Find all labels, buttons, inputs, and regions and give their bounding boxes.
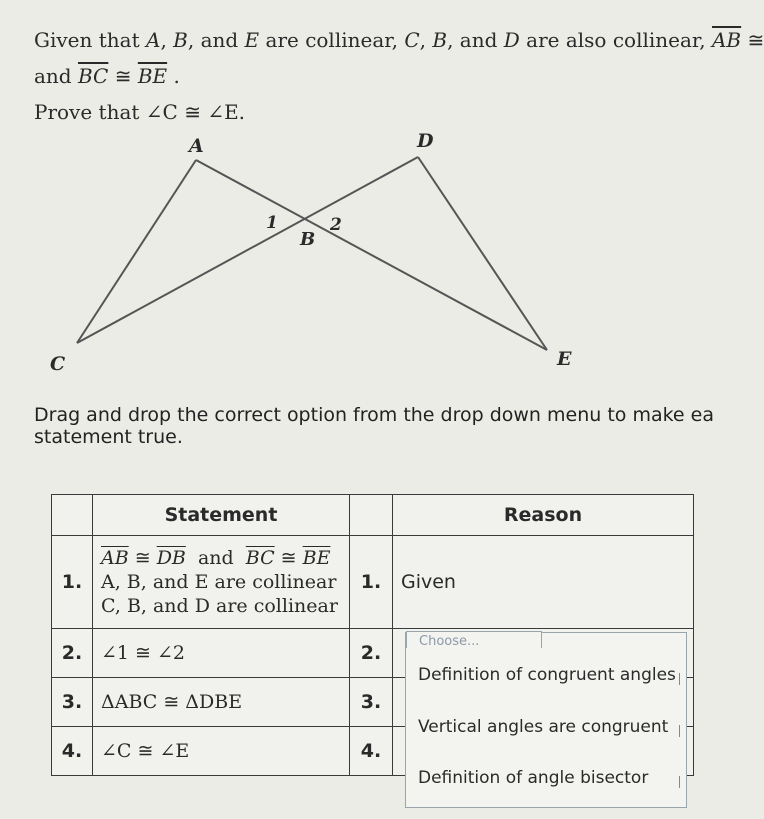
- text: Given that: [34, 28, 146, 52]
- segment-ae: [196, 160, 547, 350]
- text: A: [145, 28, 161, 52]
- text: B: [173, 28, 188, 52]
- angle-label-2: 2: [330, 215, 342, 235]
- statement-line: C, B, and D are collinear: [101, 595, 338, 617]
- segment: $\overline{BC}$: [77, 64, 109, 88]
- row-number: 1.: [52, 536, 93, 629]
- statement-cell: ∠C ≅ ∠E: [93, 727, 350, 776]
- row-number: 3.: [52, 678, 93, 727]
- text: ≅: [108, 64, 138, 88]
- label-b: B: [300, 229, 316, 250]
- drag-handle-icon[interactable]: [679, 776, 690, 788]
- text: are collinear,: [259, 28, 405, 52]
- label-d: D: [417, 130, 434, 152]
- text: ≅: [128, 547, 157, 569]
- label-e: E: [557, 348, 572, 370]
- reason-cell: Given: [393, 536, 694, 629]
- text: C: [404, 28, 420, 52]
- table-row: [52, 536, 694, 629]
- drag-handle-icon[interactable]: [679, 673, 690, 685]
- statement-cell: ∠1 ≅ ∠2: [93, 629, 350, 678]
- drag-handle-icon[interactable]: [679, 725, 690, 737]
- text: D: [503, 28, 520, 52]
- row-number: 4.: [52, 727, 93, 776]
- label-a: A: [189, 135, 204, 157]
- reason-number: 2.: [350, 629, 393, 678]
- text: , and: [187, 28, 245, 52]
- statement-line: [101, 546, 341, 570]
- segment-de: [418, 157, 547, 350]
- header-statement: Statement: [93, 495, 350, 536]
- geometry-figure: [0, 115, 716, 395]
- instructions-text: Drag and drop the correct option from the drop down menu to make ea statement true.: [34, 404, 714, 448]
- text: and: [185, 547, 246, 569]
- segment: $\overline{BE}$: [302, 547, 331, 569]
- instructions: [34, 404, 734, 448]
- segment-ac: [77, 160, 196, 343]
- header-reason: Reason: [393, 495, 694, 536]
- text: and: [34, 64, 78, 88]
- row-number: 2.: [52, 629, 93, 678]
- header-blank-2: [350, 495, 393, 536]
- dropdown-option[interactable]: Vertical angles are congruent: [418, 717, 669, 737]
- problem-line-1: [34, 22, 764, 58]
- problem-line-3: Prove that ∠C ≅ ∠E.: [34, 100, 246, 124]
- statement-cell: [93, 536, 350, 629]
- label-c: C: [50, 353, 66, 375]
- dropdown-option[interactable]: Definition of angle bisector: [418, 768, 649, 788]
- segment: $\overline{DB}$: [156, 547, 186, 569]
- statement-line: A, B, and E are collinear: [101, 571, 337, 593]
- reason-number: 4.: [350, 727, 393, 776]
- segment: $\overline{BE}$: [137, 64, 168, 88]
- reason-number: 1.: [350, 536, 393, 629]
- text: ≅: [274, 547, 303, 569]
- text: , and: [447, 28, 504, 52]
- text: ,: [160, 28, 174, 52]
- segment: $\overline{AB}$: [711, 28, 742, 52]
- dropdown-option[interactable]: Definition of congruent angles: [418, 665, 676, 685]
- problem-statement: [34, 22, 764, 130]
- figure-lines: [77, 157, 547, 350]
- text: E: [244, 28, 260, 52]
- text: ,: [419, 28, 433, 52]
- header-blank: [52, 495, 93, 536]
- segment: $\overline{BC}$: [245, 547, 275, 569]
- statement-cell: ΔABC ≅ ΔDBE: [93, 678, 350, 727]
- text: B: [432, 28, 448, 52]
- text: ≅: [741, 28, 764, 52]
- angle-label-1: 1: [266, 213, 278, 233]
- dropdown-placeholder[interactable]: Choose...: [406, 631, 542, 648]
- problem-line-2: [34, 58, 716, 94]
- segment: $\overline{AB}$: [101, 547, 129, 569]
- text: .: [167, 64, 180, 88]
- reason-number: 3.: [350, 678, 393, 727]
- reason-dropdown-menu[interactable]: [405, 632, 687, 808]
- table-header: [52, 495, 694, 536]
- segment-cd: [77, 157, 418, 343]
- text: are also collinear,: [519, 28, 712, 52]
